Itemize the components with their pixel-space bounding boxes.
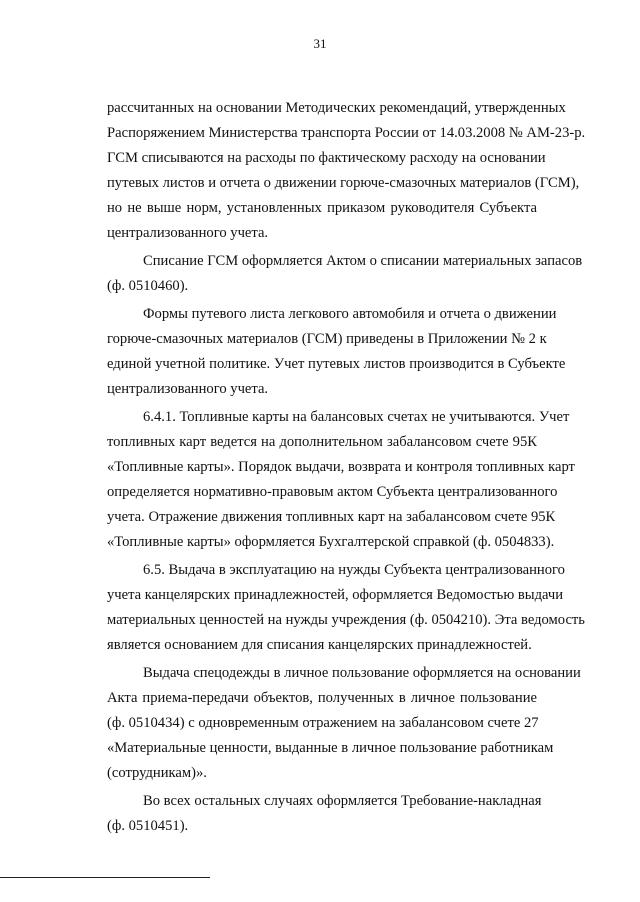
text-line: Распоряжением Министерства транспорта России от 14.03.2008 № АМ-23-р. (107, 125, 586, 141)
text-line: горюче-смазочных материалов (ГСМ) приведены в Приложении № 2 к (107, 331, 547, 347)
text-line: «Топливные карты». Порядок выдачи, возврата и контроля топливных карт (107, 459, 575, 475)
text-line: 6.4.1. Топливные карты на балансовых счетах не учитываются. Учет (143, 409, 570, 425)
paragraph-fuel-cards (107, 405, 575, 555)
text-line: (ф. 0510460). (107, 278, 189, 294)
text-line: учета канцелярских принадлежностей, оформляется Ведомостью выдачи (107, 587, 564, 603)
text-line: Выдача спецодежды в личное пользование оформляется на основании (143, 665, 581, 681)
text-line: учета. Отражение движения топливных карт на забалансовом счете 95К (107, 509, 556, 525)
paragraph-waybill-forms (107, 302, 566, 402)
text-line: (сотрудникам)». (107, 765, 207, 781)
text-line: (ф. 0510451). (107, 818, 189, 834)
text-line: централизованного учета. (107, 225, 269, 241)
text-line: (ф. 0510434) с одновременным отражением на забалансовом счете 27 (107, 715, 539, 731)
text-line: ГСМ списываются на расходы по фактическому расходу на основании (107, 150, 546, 166)
paragraph-fuel-act (107, 249, 583, 299)
text-line: определяется нормативно-правовым актом Субъекта централизованного (107, 484, 558, 500)
text-line: путевых листов и отчета о движении горюче-смазочных материалов (ГСМ), (107, 175, 580, 191)
text-line: топливных карт ведется на дополнительном забалансовом счете 95К (107, 434, 537, 450)
text-line: централизованного учета. (107, 381, 269, 397)
text-line: Во всех остальных случаях оформляется Требование-накладная (143, 793, 542, 809)
text-line: материальных ценностей на нужды учреждения (ф. 0504210). Эта ведомость (107, 612, 585, 628)
text-line: рассчитанных на основании Методических рекомендаций, утвержденных (107, 100, 566, 116)
text-line: Списание ГСМ оформляется Актом о списании материальных запасов (143, 253, 583, 269)
text-line: «Топливные карты» оформляется Бухгалтерской справкой (ф. 0504833). (107, 534, 555, 550)
text-line: 6.5. Выдача в эксплуатацию на нужды Субъекта централизованного (143, 562, 565, 578)
text-line: является основанием для списания канцелярских принадлежностей. (107, 637, 532, 653)
paragraph-stationery (107, 558, 585, 658)
paragraph-requisition (107, 789, 542, 839)
paragraph-fuel-writeoff (107, 96, 586, 246)
document-body (107, 96, 586, 839)
text-line: Акта приема-передачи объектов, полученных в личное пользование (107, 690, 537, 706)
text-line: единой учетной политике. Учет путевых листов производится в Субъекте (107, 356, 566, 372)
text-line: но не выше норм, установленных приказом руководителя Субъекта (107, 200, 537, 216)
page-number: 31 (313, 36, 327, 51)
text-line: «Материальные ценности, выданные в личное пользование работникам (107, 740, 554, 756)
text-line: Формы путевого листа легкового автомобиля и отчета о движении (143, 306, 557, 322)
footer-divider (0, 877, 210, 878)
paragraph-workwear (107, 661, 581, 786)
